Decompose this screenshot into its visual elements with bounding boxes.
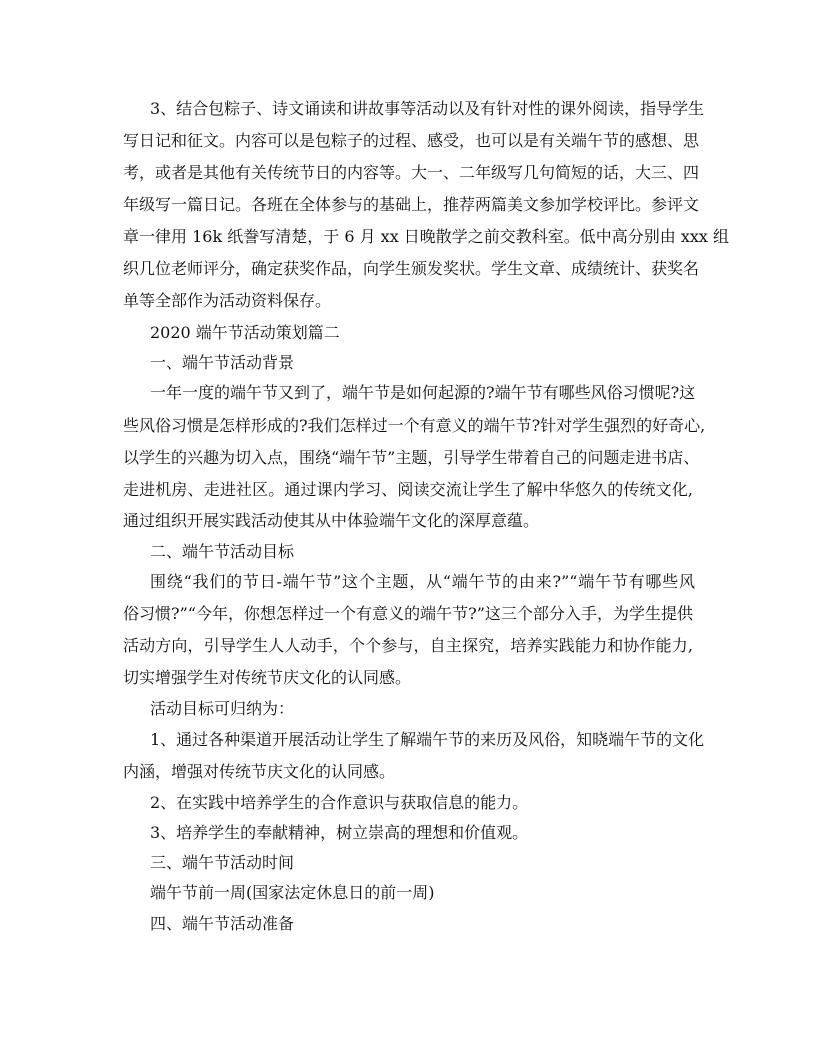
paragraph-line: 3、结合包粽子、诗文诵读和讲故事等活动以及有针对性的课外阅读，指导学生: [150, 99, 705, 118]
list-item-continuation: 内涵，增强对传统节庆文化的认同感。: [123, 762, 396, 781]
list-item: 2、在实践中培养学生的合作意识与获取信息的能力。: [150, 793, 529, 812]
paragraph-line: 通过组织开展实践活动使其从中体验端午文化的深厚意蕴。: [123, 511, 540, 530]
section-heading: 二、端午节活动目标: [150, 542, 295, 561]
list-item: 3、培养学生的奉献精神，树立崇高的理想和价值观。: [150, 823, 529, 842]
paragraph-line: 写日记和征文。内容可以是包粽子的过程、感受，也可以是有关端午节的感想、思: [123, 131, 700, 150]
paragraph-line: 以学生的兴趣为切入点，围绕“端午节”主题，引导学生带着自己的问题走进书店、: [123, 448, 700, 467]
section-heading: 三、端午节活动时间: [150, 853, 295, 872]
paragraph-line: 端午节前一周(国家法定休息日的前一周): [150, 883, 435, 902]
list-item: 1、通过各种渠道开展活动让学生了解端午节的来历及风俗，知晓端午节的文化: [150, 730, 705, 749]
paragraph-line: 切实增强学生对传统节庆文化的认同感。: [123, 668, 412, 687]
section-title: 2020 端午节活动策划篇二: [150, 323, 340, 342]
section-heading: 一、端午节活动背景: [150, 353, 295, 372]
paragraph-line: 活动目标可归纳为：: [150, 699, 295, 718]
paragraph-line: 俗习惯?”“今年，你想怎样过一个有意义的端午节?”这三个部分入手，为学生提供: [123, 604, 693, 623]
paragraph-line: 围绕“我们的节日-端午节”这个主题，从“端午节的由来?”“端午节有哪些风: [150, 572, 695, 591]
paragraph-line: 章一律用 16k 纸誊写清楚，于 6 月 xx 日晚散学之前交教科室。低中高分别由 xxx 组: [123, 227, 730, 246]
paragraph-line: 一年一度的端午节又到了，端午节是如何起源的?端午节有哪些风俗习惯呢?这: [150, 383, 696, 402]
paragraph-line: 年级写一篇日记。各班在全体参与的基础上，推荐两篇美文参加学校评比。参评文: [123, 195, 700, 214]
paragraph-line: 单等全部作为活动资料保存。: [123, 291, 332, 310]
paragraph-line: 些风俗习惯是怎样形成的?我们怎样过一个有意义的端午节?针对学生强烈的好奇心,: [123, 416, 706, 435]
paragraph-line: 考，或者是其他有关传统节日的内容等。大一、二年级写几句简短的话，大三、四: [123, 163, 700, 182]
paragraph-line: 织几位老师评分，确定获奖作品，向学生颁发奖状。学生文章、成绩统计、获奖名: [123, 259, 700, 278]
paragraph-line: 走进机房、走进社区。通过课内学习、阅读交流让学生了解中华悠久的传统文化,: [123, 480, 693, 499]
paragraph-line: 活动方向，引导学生人人动手，个个参与，自主探究，培养实践能力和协作能力,: [123, 636, 693, 655]
section-heading: 四、端午节活动准备: [150, 914, 295, 933]
